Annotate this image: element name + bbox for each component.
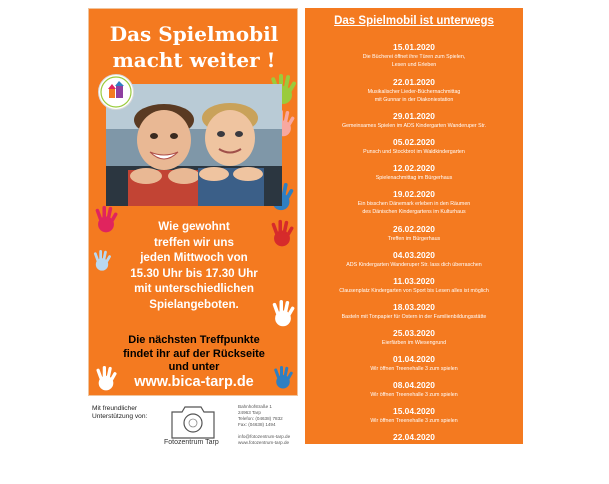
event-item bbox=[305, 432, 523, 458]
event-item bbox=[305, 163, 523, 189]
event-date: 11.03.2020 bbox=[393, 275, 435, 286]
event-date: 15.04.2020 bbox=[393, 405, 435, 416]
schedule-title: Das Spielmobil ist unterwegs bbox=[334, 15, 494, 27]
event-item bbox=[305, 354, 523, 380]
sponsor-name: Fotozentrum Tarp bbox=[164, 439, 219, 446]
address-line: info@fotozentrum-tarp.de bbox=[238, 434, 291, 439]
event-date: 04.03.2020 bbox=[393, 249, 435, 260]
website-link[interactable]: www.bica-tarp.de bbox=[134, 374, 254, 390]
event-date: 29.04.2020 bbox=[393, 457, 435, 468]
event-date: 26.02.2020 bbox=[393, 223, 435, 234]
event-text: Wir öffnen Treenehalle 3 zum spielen bbox=[370, 391, 458, 398]
event-text: Ein bisschen Dänemark erleben in den Räumen bbox=[357, 201, 471, 208]
event-item bbox=[305, 380, 523, 406]
spielmobil-logo-icon bbox=[98, 74, 134, 110]
address-line: www.fotozentrum-tarp.de bbox=[238, 440, 290, 445]
next-line: und unter bbox=[168, 361, 220, 374]
event-text: mit Gunnar in der Diakoniestation bbox=[374, 96, 454, 103]
event-item bbox=[305, 111, 523, 137]
body-line: 15.30 Uhr bis 17.30 Uhr bbox=[130, 266, 258, 280]
event-date: 19.02.2020 bbox=[393, 189, 435, 200]
event-text: Punsch und Stockbrot im Waldkindergarten bbox=[363, 149, 465, 156]
body-line: jeden Mittwoch von bbox=[140, 251, 248, 265]
event-text: Wir öffnen Treenehalle 3 zum spielen bbox=[370, 365, 458, 372]
event-item bbox=[305, 77, 523, 112]
event-item bbox=[305, 302, 523, 328]
next-line: findet ihr auf der Rückseite bbox=[123, 347, 265, 360]
event-item bbox=[305, 458, 523, 484]
address-line: 24963 Tarp bbox=[238, 410, 261, 415]
event-text: Lesen und Erleben bbox=[391, 62, 437, 68]
body-line: mit unterschiedlichen bbox=[134, 282, 254, 296]
next-meetings-text bbox=[89, 334, 299, 375]
event-date: 08.04.2020 bbox=[393, 379, 435, 390]
event-text: Treffen im Bürgerhaus bbox=[387, 235, 441, 242]
event-text: Eierfärben im Wiesengrund bbox=[381, 339, 447, 346]
front-orange-panel bbox=[88, 8, 298, 396]
support-line: Mit freundlicher bbox=[92, 405, 138, 412]
body-line: treffen wir uns bbox=[154, 235, 234, 249]
headline-line-2: macht weiter ! bbox=[112, 48, 276, 72]
support-text bbox=[92, 405, 147, 421]
event-item bbox=[305, 224, 523, 250]
event-text: Neue Medien, Bücher und Spiele in der Bücherei entdecken bbox=[343, 443, 485, 450]
event-item bbox=[305, 42, 523, 77]
event-item bbox=[305, 250, 523, 276]
address-line: Fax: (04638) 1494 bbox=[238, 422, 276, 427]
event-text: Basteln mit Tonpapier für Ostern in der Familienbildungsstätte bbox=[341, 313, 487, 320]
event-item bbox=[305, 189, 523, 224]
body-line: Wie gewohnt bbox=[158, 220, 230, 233]
address-line: Bahnhofstraße 1 bbox=[238, 404, 272, 409]
event-date: 01.04.2020 bbox=[393, 353, 435, 364]
body-line: Spielangeboten. bbox=[149, 297, 239, 311]
event-item bbox=[305, 328, 523, 354]
event-date: 22.04.2020 bbox=[393, 431, 435, 442]
event-item bbox=[305, 137, 523, 163]
camera-logo-icon bbox=[168, 400, 218, 442]
front-flyer bbox=[88, 8, 298, 451]
event-date: 15.01.2020 bbox=[393, 42, 435, 52]
event-date: 25.03.2020 bbox=[393, 327, 435, 338]
event-text: Gemeinsames Spielen im ADS Kindergarten Wanderuper Str. bbox=[341, 123, 487, 130]
event-date: 29.01.2020 bbox=[393, 111, 435, 122]
event-item bbox=[305, 276, 523, 302]
event-date: 12.02.2020 bbox=[393, 163, 435, 174]
event-item bbox=[305, 406, 523, 432]
support-line: Unterstützung von: bbox=[92, 413, 148, 420]
event-text: Spielenachmittag im Bürgerhaus bbox=[375, 175, 453, 182]
event-list bbox=[305, 42, 523, 484]
event-date: 22.01.2020 bbox=[393, 76, 435, 87]
weekly-meeting-text bbox=[89, 219, 299, 313]
event-text: Musikalischer Lieder-Büchernachmittag bbox=[367, 88, 461, 95]
event-text: Clausenplatz Kindergarten von Sport bis Lesen alles ist möglich bbox=[339, 287, 489, 294]
sponsor-address bbox=[238, 404, 290, 446]
schedule-flyer bbox=[305, 8, 523, 476]
event-date: 18.03.2020 bbox=[393, 301, 435, 312]
event-date: 05.02.2020 bbox=[393, 137, 435, 148]
event-text: des Dänischen Kindergartens im Kulturhaus bbox=[362, 209, 466, 216]
next-line: Die nächsten Treffpunkte bbox=[128, 334, 260, 346]
address-line: Telefon: (04638) 7832 bbox=[238, 416, 283, 421]
event-text: ADS Kindergarten Wanderuper Str. lass dich überraschen bbox=[346, 261, 482, 268]
event-text: Basteln in der Familienbildungsstätte bbox=[370, 469, 458, 476]
headline-line-1: Das Spielmobil bbox=[109, 22, 279, 46]
event-text: Wir öffnen Treenehalle 3 zum spielen bbox=[370, 417, 458, 424]
event-text: Die Bücherei öffnet ihre Türen zum Spielen, bbox=[362, 54, 466, 60]
